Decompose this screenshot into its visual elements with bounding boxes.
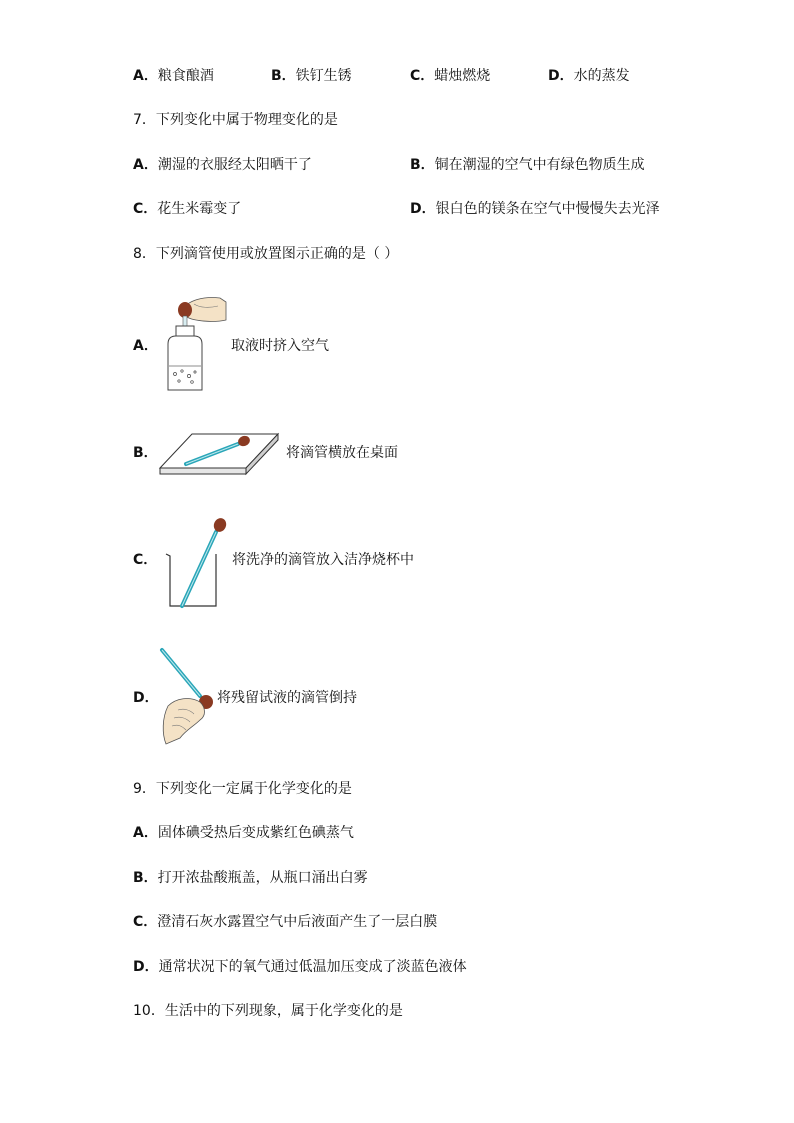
option-text: 通常状况下的氧气通过低温加压变成了淡蓝色液体 [158, 959, 467, 975]
q8-option-d-caption: 将残留试液的滴管倒持 [217, 690, 357, 706]
option-letter: D． [133, 959, 159, 975]
q9-stem: 9．下列变化一定属于化学变化的是 [133, 781, 352, 797]
option-text: 潮湿的衣服经太阳晒干了 [157, 157, 312, 173]
q9-option-c[interactable] [133, 912, 437, 932]
q6-option-d[interactable] [548, 66, 630, 86]
dropper-in-beaker-illustration [160, 514, 230, 610]
q7-option-a[interactable] [133, 155, 312, 175]
option-text: 蜡烛燃烧 [434, 68, 491, 84]
option-text: 澄清石灰水露置空气中后液面产生了一层白膜 [157, 914, 438, 930]
option-letter: A． [133, 68, 158, 84]
option-letter: B． [410, 157, 435, 173]
option-text: 打开浓盐酸瓶盖，从瓶口涌出白雾 [157, 870, 368, 886]
option-letter: B． [271, 68, 296, 84]
q8-option-d-letter[interactable]: D． [133, 690, 159, 706]
q9-option-d[interactable] [133, 957, 467, 977]
dropper-lying-on-table-illustration [156, 428, 282, 480]
option-text: 花生米霉变了 [157, 201, 242, 217]
q8-option-c-caption: 将洗净的滴管放入洁净烧杯中 [232, 552, 414, 568]
option-text: 固体碘受热后变成紫红色碘蒸气 [157, 825, 354, 841]
option-text: 银白色的镁条在空气中慢慢失去光泽 [435, 201, 660, 217]
option-letter: A． [133, 825, 158, 841]
option-text: 铁钉生锈 [295, 68, 352, 84]
option-letter: D． [410, 201, 436, 217]
option-text: 铜在潮湿的空气中有绿色物质生成 [434, 157, 645, 173]
option-letter: D． [548, 68, 574, 84]
q9-option-a[interactable] [133, 823, 354, 843]
option-text: 水的蒸发 [573, 68, 630, 84]
q8-option-a-caption: 取液时挤入空气 [231, 338, 329, 354]
q8-option-a-letter[interactable]: A． [133, 338, 158, 354]
option-letter: C． [133, 201, 158, 217]
option-text: 粮食酿酒 [157, 68, 214, 84]
q8-stem: 8．下列滴管使用或放置图示正确的是（ ） [133, 246, 399, 262]
q9-option-b[interactable] [133, 868, 368, 888]
q8-option-b-caption: 将滴管横放在桌面 [286, 445, 398, 461]
option-letter: A． [133, 157, 158, 173]
q7-option-c[interactable] [133, 199, 241, 219]
q10-stem: 10．生活中的下列现象，属于化学变化的是 [133, 1003, 403, 1019]
option-letter: C． [133, 914, 158, 930]
option-letter: B． [133, 870, 158, 886]
q6-option-c[interactable] [410, 66, 490, 86]
dropper-squeeze-in-bottle-illustration [160, 292, 228, 396]
q6-option-a[interactable] [133, 66, 214, 86]
dropper-held-upside-down-illustration [156, 646, 220, 746]
option-letter: C． [410, 68, 435, 84]
q7-option-d[interactable] [410, 199, 660, 219]
q8-option-b-letter[interactable]: B． [133, 445, 158, 461]
q7-stem: 7．下列变化中属于物理变化的是 [133, 112, 338, 128]
q7-option-b[interactable] [410, 155, 645, 175]
q6-option-b[interactable] [271, 66, 352, 86]
q8-option-c-letter[interactable]: C． [133, 552, 158, 568]
